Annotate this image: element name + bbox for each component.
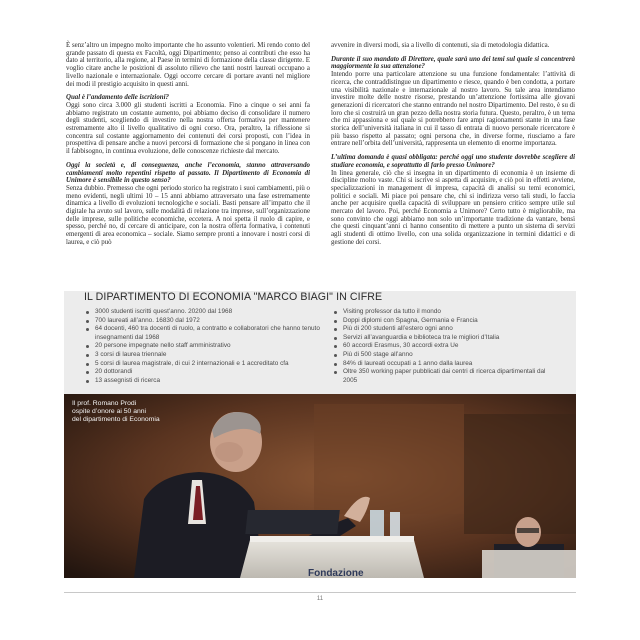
- question-paragraph: Durante il suo mandato di Direttore, quale sarà uno dei temi sul quale si concentrerà maggiormente la sua attenzione?: [331, 55, 575, 71]
- body-paragraph: Senza dubbio. Premesso che ogni periodo storico ha registrato i suoi cambiamenti, più o meno evidenti, negli ultimi 10 – 15 anni abbiamo attraversato una fase estremamente dinamica a livello di evoluzioni tecnologiche e sociali. Basti pensare all’impatto che il digitale ha avuto sul lavoro, sulle modalità di relazione tra imprese, sull’organizzazione delle imprese, sulle politiche economiche, eccetera. A noi spetta il ruolo di capire, e spesso, perché no, di cercare di anticipare, con la nostra offerta formativa, i contenuti emergenti di area economica – sociale. Siamo sempre pronti a innovare i nostri corsi di laurea, e ciò può: [66, 184, 310, 246]
- article-left-column: [66, 42, 310, 253]
- infobox-left-list: [86, 308, 322, 385]
- stats-infobox: [64, 291, 576, 394]
- footer-rule: [64, 592, 576, 593]
- stat-item: 13 assegnisti di ricerca: [86, 377, 322, 386]
- caption-line: del dipartimento di Economia: [72, 416, 160, 423]
- stat-item: 20 dottorandi: [86, 368, 322, 377]
- stat-item: Più di 200 studenti all’estero ogni anno: [334, 325, 560, 334]
- stat-item: Oltre 350 working paper pubblicati dai centri di ricerca dipartimentali dal 2005: [334, 368, 560, 385]
- infobox-right-list: [334, 308, 560, 385]
- stat-item: 3000 studenti iscritti quest’anno. 20200 dal 1968: [86, 308, 322, 317]
- stat-item: 64 docenti, 460 tra docenti di ruolo, a contratto e collaboratori che hanno tenuto insegnamenti dal 1968: [86, 325, 322, 342]
- stat-item: Visiting professor da tutto il mondo: [334, 308, 560, 317]
- article-right-column: [331, 42, 575, 253]
- lectern-text: Fondazione: [308, 568, 364, 578]
- stat-item: 60 accordi Erasmus, 30 accordi extra Ue: [334, 342, 560, 351]
- question-paragraph: Qual è l’andamento delle iscrizioni?: [66, 94, 169, 102]
- body-paragraph: Oggi sono circa 3.000 gli studenti iscritti a Economia. Fino a cinque o sei anni fa abbiamo registrato un costante aumento, poi abbiamo deciso di consolidare il numero degli studenti, scegliendo di investire nella nostra offerta formativa per mantenere estremamente alto il livello qualitativo di ogni corso. Ora, peraltro, la riflessione si concentra sul costante aggiornamento dei contenuti dei corsi proposti, con l’idea in prospettiva di pensare anche a nuovi percorsi di formazione che si pongano in linea con il fabbisogno, in continua evoluzione, delle conoscenze richieste dal mercato.: [66, 101, 310, 156]
- stat-item: 700 laureati all’anno. 16830 dal 1972: [86, 317, 322, 326]
- stat-item: 3 corsi di laurea triennale: [86, 351, 322, 360]
- stat-item: 5 corsi di laurea magistrale, di cui 2 internazionali e 1 accreditato cfa: [86, 360, 322, 369]
- stat-item: Più di 500 stage all’anno: [334, 351, 560, 360]
- caption-line: Il prof. Romano Prodi: [72, 400, 137, 407]
- question-paragraph: Oggi la società e, di conseguenza, anche l’economia, stanno attraversando cambiamenti molto repentini rispetto al passato. Il Dipartimento di Economia di Unimore è sensibile in questo senso?: [66, 161, 310, 185]
- question-paragraph: L’ultima domanda è quasi obbligata: perché oggi uno studente dovrebbe scegliere di studiare economia, e soprattutto di farlo presso Unimore?: [331, 154, 575, 169]
- stat-item: 20 persone impegnate nello staff amministrativo: [86, 342, 322, 351]
- photo-caption: [72, 400, 160, 424]
- infobox-title: IL DIPARTIMENTO DI ECONOMIA "MARCO BIAGI" IN CIFRE: [84, 291, 383, 303]
- stat-item: 84% di laureati occupati a 1 anno dalla laurea: [334, 360, 560, 369]
- body-paragraph: È senz’altro un impegno molto importante che ho assunto volentieri. Mi rendo conto del grande passato di questa ex Facoltà, oggi Dipartimento; penso ai contributi che esso ha dato al territorio, alla regione, al Paese in termini di formazione della classe dirigente. E voglio citare anche le posizioni di assoluto rilievo che tanti nostri laureati occupano a livello nazionale e internazionale. Oggi occorre cercare di portare avanti nel migliore dei modi il prestigio acquisito in questi anni.: [66, 42, 310, 88]
- body-paragraph: In linea generale, ciò che si insegna in un dipartimento di economia è un insieme di discipline molto vaste. Chi si iscrive si aspetta di acquisire, e ciò poi in effetti avviene, specializzazioni in management di impresa, capacità di analisi su temi economici, politici e sociali. Mi piace poi pensare che, chi si indirizza verso tali studi, lo faccia anche per acquisire quella capacità di sviluppare un pensiero critico sempre utile sul mercato del lavoro. Poi, perché Economia a Unimore? Certo tutto è migliorabile, ma sono convinto che oggi abbiamo non solo un’importante tradizione da vantare, bensì che questi cinquant’anni ci hanno consentito di mettere a punto un sistema di servizi agli studenti di ottimo livello, con una solida organizzazione in termini didattici e di gestione dei corsi.: [331, 169, 575, 246]
- stat-item: Doppi diplomi con Spagna, Germania e Francia: [334, 317, 560, 326]
- stat-item: Servizi all’avanguardia e biblioteca tra le migliori d’Italia: [334, 334, 560, 343]
- page-number: 11: [316, 596, 324, 602]
- body-paragraph: Intendo porre una particolare attenzione su una funzione fondamentale: l’attività di ricerca, che contraddistingue un dipartimento e riesce, quando è ben condotta, a portare una visibilità nazionale e internazionale al nostro lavoro. Su tale area intendiamo investire molte delle nostre risorse, prestando un’attenzione fortissima alle giovani generazioni di ricercatori che stanno entrando nel nostro Dipartimento. Del resto, è su di loro che si costruirà un gran pezzo della nostra storia futura. Questo, peraltro, è un tema che mi appassiona e sul quale si potrebbero fare ampi ragionamenti stante in una fase storica dell’università italiana in cui il tasso di entrata di nuovo personale ricercatore è più basso rispetto al passato; ogni persona che, in diverse forme, riusciamo a fare entrare nell’orbita dell’università, rappresenta un elemento di enorme importanza.: [331, 71, 575, 148]
- caption-line: ospite d’onore ai 50 anni: [72, 408, 147, 415]
- event-photo: [64, 394, 576, 578]
- body-paragraph: avvenire in diversi modi, sia a livello di contenuti, sia di metodologia didattica.: [331, 42, 550, 49]
